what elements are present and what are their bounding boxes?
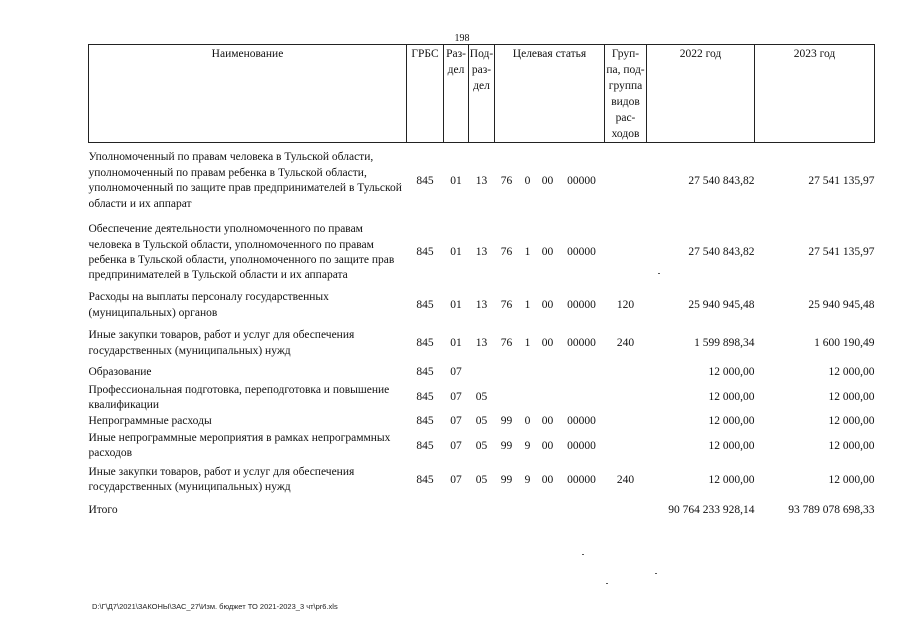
row-target-subprogram: 0 <box>524 174 531 187</box>
row-target-code: 00000 <box>567 336 596 349</box>
row-target-subprogram: 0 <box>524 415 531 428</box>
table-row <box>89 363 875 383</box>
table-row <box>89 220 875 287</box>
row-expense-group <box>605 363 647 383</box>
row-name: Обеспечение деятельности уполномоченного по правам человека в Тульской области, уполномоченного по правам ребенка в Тульской области, уполномоченного по защите прав предпринимателей в Тульской области и их аппарата <box>88 223 395 282</box>
row-target-code: 00000 <box>567 439 596 452</box>
row-razdel: 01 <box>450 336 462 349</box>
table-row <box>89 383 875 414</box>
row-amount-2022: 12 000,00 <box>708 439 755 452</box>
row-target-program: 76 <box>500 174 513 187</box>
table-row <box>89 325 875 363</box>
row-razdel: 07 <box>450 365 462 378</box>
row-expense-group <box>605 413 647 430</box>
row-target-subprogram: 9 <box>524 439 531 452</box>
row-amount-2023: 12 000,00 <box>828 415 875 428</box>
row-podrazdel: 05 <box>475 439 488 452</box>
row-name: Иные закупки товаров, работ и услуг для обеспечения государственных (муниципальных) нужд <box>88 465 355 494</box>
row-target-direction: 00 <box>541 246 554 259</box>
row-amount-2022: 12 000,00 <box>708 415 755 428</box>
row-target-code <box>559 383 605 414</box>
row-target-code: 00000 <box>567 246 596 259</box>
row-name: Расходы на выплаты персоналу государственных (муниципальных) органов <box>88 291 329 319</box>
header-podrazdel: Под- раз- дел <box>469 45 495 143</box>
row-razdel: 07 <box>450 415 462 428</box>
row-target-code: 00000 <box>567 473 596 486</box>
row-target-program: 76 <box>500 336 513 349</box>
row-amount-2022: 27 540 843,82 <box>688 174 755 187</box>
row-amount-2022: 12 000,00 <box>708 391 755 404</box>
row-name: Иные закупки товаров, работ и услуг для обеспечения государственных (муниципальных) нужд <box>88 329 355 357</box>
row-podrazdel <box>469 363 495 383</box>
row-target-subprogram: 1 <box>524 298 531 311</box>
row-amount-2023: 1 600 190,49 <box>814 336 875 349</box>
row-target-direction: 00 <box>541 439 554 452</box>
row-expense-group: 240 <box>616 336 635 349</box>
table-row <box>89 287 875 325</box>
row-expense-group: 240 <box>616 473 635 486</box>
row-target-subprogram <box>519 363 537 383</box>
row-amount-2023: 12 000,00 <box>828 391 875 404</box>
row-target-direction: 00 <box>541 174 554 187</box>
row-target-code <box>559 363 605 383</box>
table-row <box>89 462 875 498</box>
table-body <box>89 143 875 523</box>
row-target-direction: 00 <box>541 336 554 349</box>
row-expense-group <box>605 143 647 220</box>
row-name: Образование <box>88 365 152 378</box>
row-expense-group: 120 <box>616 298 635 311</box>
row-amount-2023: 27 541 135,97 <box>808 174 875 187</box>
row-razdel: 07 <box>450 473 462 486</box>
row-amount-2022: 12 000,00 <box>708 365 755 378</box>
row-target-direction: 00 <box>541 415 554 428</box>
row-podrazdel: 05 <box>475 473 488 486</box>
row-target-direction <box>537 383 559 414</box>
scan-speck <box>582 554 584 555</box>
budget-table <box>88 44 875 522</box>
row-razdel: 07 <box>450 439 462 452</box>
row-podrazdel: 13 <box>475 336 488 349</box>
row-grbs: 845 <box>416 174 434 187</box>
row-target-code: 00000 <box>567 298 596 311</box>
row-target-program <box>495 363 519 383</box>
row-target-subprogram: 1 <box>524 336 531 349</box>
table-row <box>89 143 875 220</box>
row-grbs: 845 <box>416 473 434 486</box>
scan-speck <box>658 273 660 274</box>
row-target-program: 76 <box>500 298 513 311</box>
row-target-code: 00000 <box>567 174 596 187</box>
total-amount-2023: 93 789 078 698,33 <box>788 503 875 516</box>
table-row <box>89 430 875 462</box>
row-target-subprogram: 1 <box>524 246 531 259</box>
row-name: Профессиональная подготовка, переподготовка и повышение квалификации <box>88 383 390 411</box>
row-podrazdel: 13 <box>475 174 488 187</box>
header-year-2022: 2022 год <box>647 45 755 143</box>
row-amount-2022: 1 599 898,34 <box>694 336 755 349</box>
row-amount-2022: 25 940 945,48 <box>688 298 755 311</box>
total-spacer <box>407 498 647 522</box>
row-grbs: 845 <box>416 415 434 428</box>
row-amount-2023: 27 541 135,97 <box>808 246 875 259</box>
row-grbs: 845 <box>416 365 434 378</box>
row-target-program: 99 <box>500 415 513 428</box>
page-number: 198 <box>454 33 470 44</box>
row-target-subprogram <box>519 383 537 414</box>
header-grbs: ГРБС <box>407 45 444 143</box>
total-row <box>89 498 875 522</box>
row-amount-2022: 27 540 843,82 <box>688 246 755 259</box>
row-expense-group <box>605 220 647 287</box>
row-grbs: 845 <box>416 246 434 259</box>
row-amount-2023: 25 940 945,48 <box>808 298 875 311</box>
row-podrazdel: 05 <box>475 415 488 428</box>
row-name: Непрограммные расходы <box>88 415 212 428</box>
row-target-direction: 00 <box>541 473 554 486</box>
row-podrazdel: 13 <box>475 298 488 311</box>
row-expense-group <box>605 430 647 462</box>
row-grbs: 845 <box>416 391 434 404</box>
scan-speck <box>606 583 608 584</box>
header-year-2023: 2023 год <box>755 45 875 143</box>
row-target-code: 00000 <box>567 415 596 428</box>
row-name: Уполномоченный по правам человека в Тульской области, уполномоченный по правам ребенка в Тульской области, уполномоченный по защите прав предпринимателей в Тульской области и их аппарат <box>88 151 402 210</box>
row-amount-2023: 12 000,00 <box>828 365 875 378</box>
row-razdel: 07 <box>450 391 462 404</box>
scan-speck <box>655 573 657 574</box>
header-razdel: Раз- дел <box>444 45 469 143</box>
row-target-program: 99 <box>500 439 513 452</box>
row-podrazdel: 05 <box>475 391 488 404</box>
row-razdel: 01 <box>450 246 462 259</box>
row-amount-2022: 12 000,00 <box>708 473 755 486</box>
row-razdel: 01 <box>450 298 462 311</box>
total-amount-2022: 90 764 233 928,14 <box>668 503 755 516</box>
total-label: Итого <box>88 503 118 516</box>
row-target-subprogram: 9 <box>524 473 531 486</box>
header-expense-group: Груп- па, под- группа видов рас- ходов <box>605 45 647 143</box>
row-target-direction <box>537 363 559 383</box>
table-header-row <box>89 45 875 143</box>
file-path-footer: D:\Г\Д7\2021\ЗАКОНЫ\ЗАС_27\Изм. бюджет ТО 2021-2023_3 чт\pr6.xls <box>92 602 338 611</box>
header-name: Наименование <box>89 45 407 143</box>
table-row <box>89 413 875 430</box>
header-target-article: Целевая статья <box>495 45 605 143</box>
row-target-direction: 00 <box>541 298 554 311</box>
row-grbs: 845 <box>416 336 434 349</box>
row-razdel: 01 <box>450 174 462 187</box>
row-amount-2023: 12 000,00 <box>828 473 875 486</box>
row-name: Иные непрограммные мероприятия в рамках непрограммных расходов <box>88 431 391 460</box>
row-target-program: 99 <box>500 473 513 486</box>
row-grbs: 845 <box>416 298 434 311</box>
row-expense-group <box>605 383 647 414</box>
row-grbs: 845 <box>416 439 434 452</box>
row-amount-2023: 12 000,00 <box>828 439 875 452</box>
row-podrazdel: 13 <box>475 246 488 259</box>
row-target-program <box>495 383 519 414</box>
row-target-program: 76 <box>500 246 513 259</box>
